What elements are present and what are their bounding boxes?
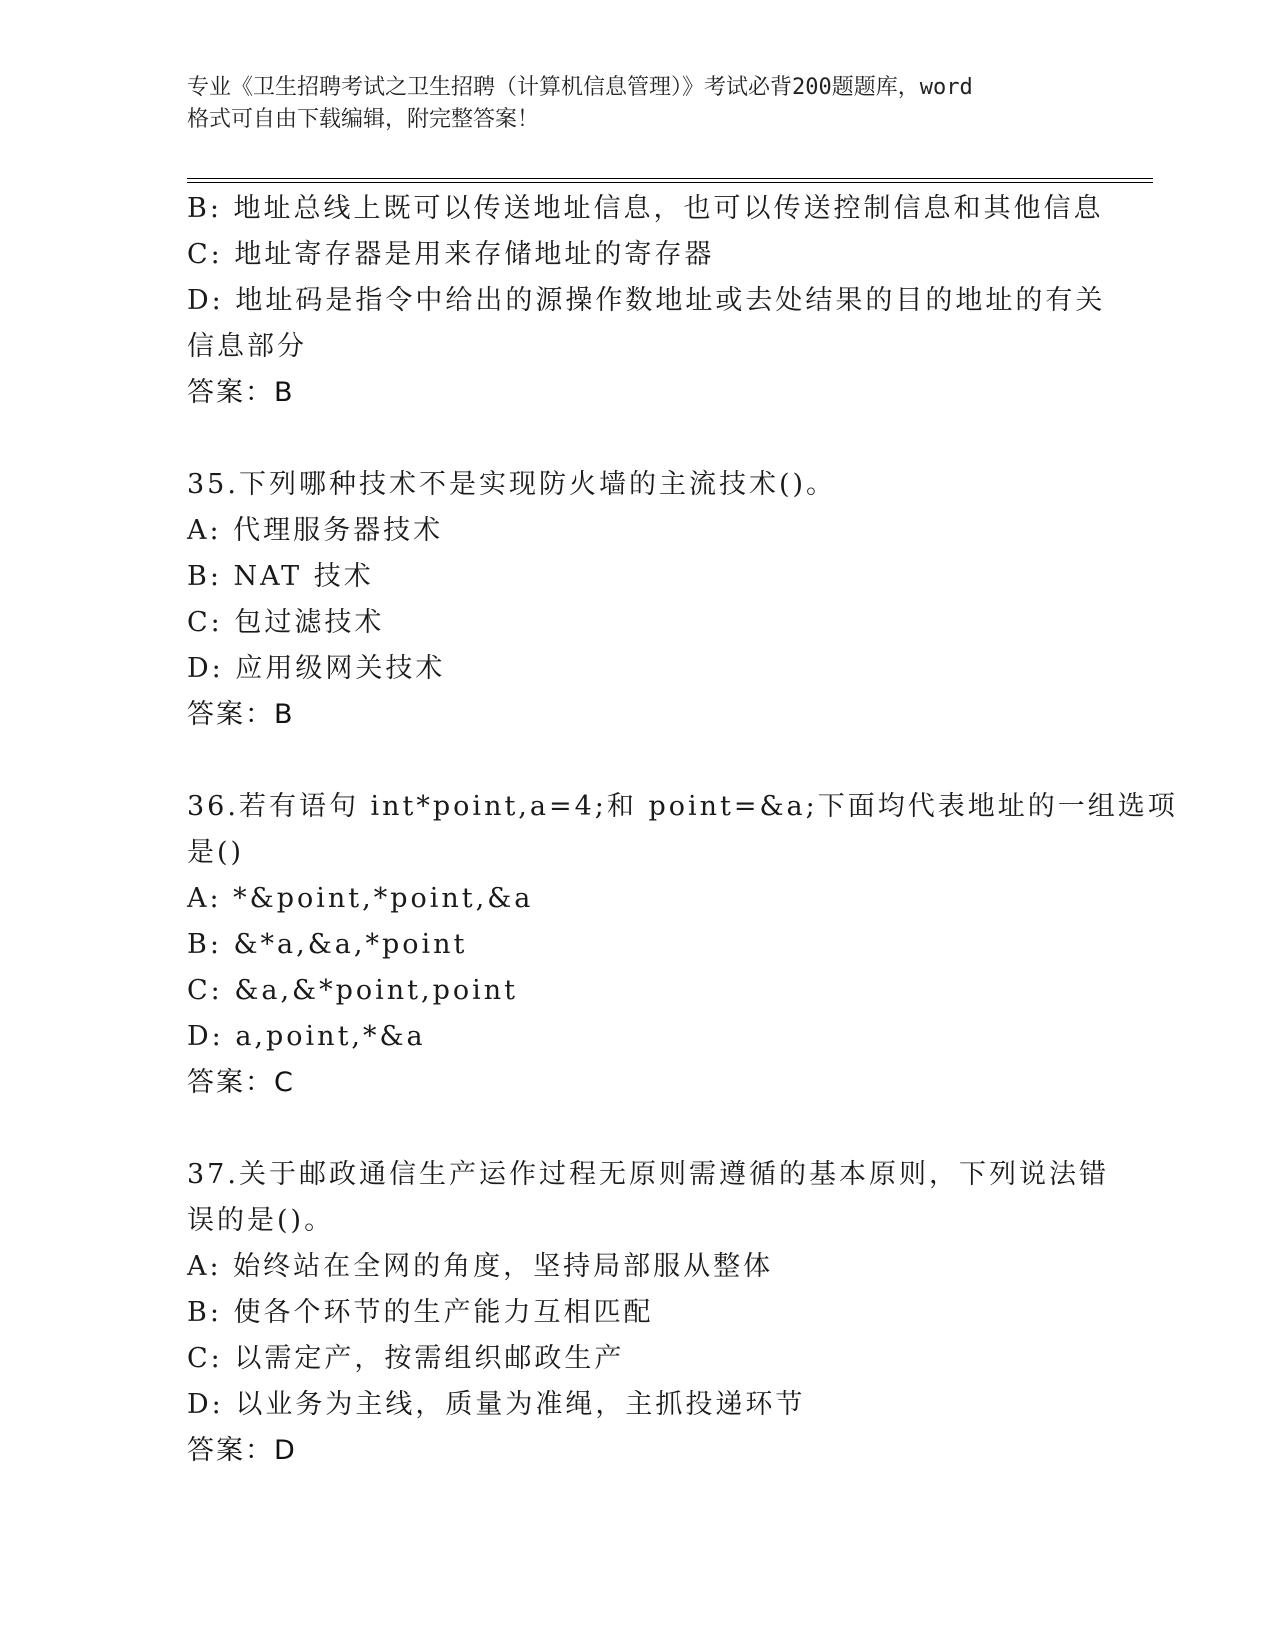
option-c: C: 以需定产，按需组织邮政生产: [187, 1343, 625, 1374]
question-list: [187, 186, 1178, 1520]
question-block-34: [187, 186, 1106, 416]
header-divider: [187, 178, 1153, 183]
option-d: D: 以业务为主线，质量为准绳，主抓投递环节: [187, 1389, 806, 1420]
option-a: A: 始终站在全网的角度，坚持局部服从整体: [187, 1251, 774, 1282]
header-line-2: 格式可自由下载编辑，附完整答案！: [187, 107, 540, 132]
option-d-continued: 信息部分: [187, 331, 307, 362]
question-block-35: [187, 462, 1087, 738]
option-d: D: 应用级网关技术: [187, 653, 446, 684]
option-b: B: 使各个环节的生产能力互相匹配: [187, 1297, 654, 1328]
document-header: [187, 72, 1087, 136]
option-c: C: 地址寄存器是用来存储地址的寄存器: [187, 239, 715, 270]
question-block-36: [187, 784, 1178, 1106]
question-stem: 36.若有语句 int*point,a=4;和 point=&a;下面均代表地址的一组选项: [187, 791, 1178, 822]
option-d: D: a,point,*&a: [187, 1021, 426, 1052]
option-a: A: *&point,*point,&a: [187, 883, 534, 914]
question-stem-continued: 误的是()。: [187, 1205, 335, 1236]
option-b: B: 地址总线上既可以传送地址信息，也可以传送控制信息和其他信息: [187, 193, 1104, 224]
answer: 答案：C: [187, 1067, 295, 1098]
option-b: B: NAT 技术: [187, 561, 374, 592]
question-stem: 35.下列哪种技术不是实现防火墙的主流技术()。: [187, 469, 837, 500]
option-a: A: 代理服务器技术: [187, 515, 444, 546]
option-b: B: &*a,&a,*point: [187, 929, 468, 960]
question-block-37: [187, 1152, 1109, 1474]
question-stem-continued: 是(): [187, 837, 245, 868]
option-d: D: 地址码是指令中给出的源操作数地址或去处结果的目的地址的有关: [187, 285, 1106, 316]
header-line-1: 专业《卫生招聘考试之卫生招聘（计算机信息管理）》考试必背200题题库，word: [187, 75, 973, 100]
answer: 答案：B: [187, 377, 295, 408]
question-stem: 37.关于邮政通信生产运作过程无原则需遵循的基本原则，下列说法错: [187, 1159, 1109, 1190]
answer: 答案：D: [187, 1435, 297, 1466]
option-c: C: &a,&*point,point: [187, 975, 518, 1006]
option-c: C: 包过滤技术: [187, 607, 385, 638]
answer: 答案：B: [187, 699, 295, 730]
